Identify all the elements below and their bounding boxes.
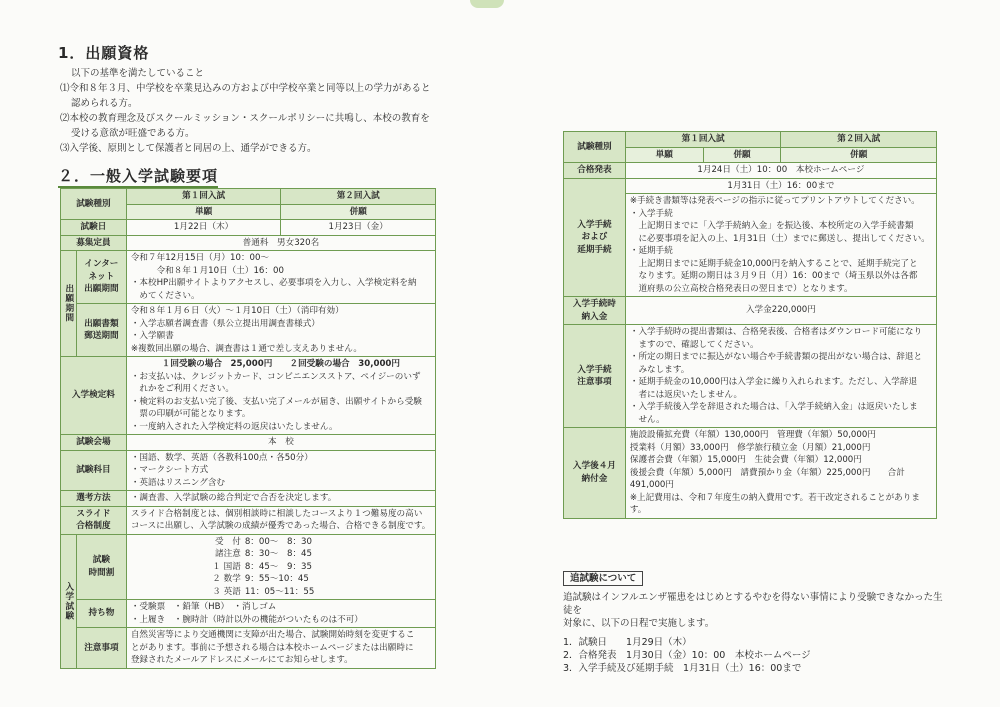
caution-cell [625, 325, 936, 428]
result-label: 合格発表 [564, 163, 626, 179]
procedure-deadline: 1月31日（土）16：00まで [625, 178, 936, 194]
april-fee-label: 入学後４月 納付金 [564, 428, 626, 519]
makeup-list-item: 1．試験日 1月29日（木） [563, 637, 692, 648]
text-line: 道府県の公立高校合格発表日の翌日まで）となります。 [629, 283, 853, 294]
text-line: ・英語はリスニング含む [130, 477, 226, 488]
text-line: 授業料（月額）33,000円 修学旅行積立金（月額）21,000円 [629, 442, 871, 453]
tandoku-header-right: 単願 [625, 147, 703, 163]
top-decoration [470, 0, 504, 8]
text-line: ・上履き ・腕時計（時計以外の機能がついたものは不可） [130, 614, 363, 625]
text-line: ・検定料のお支払い完了後、支払い完了メールが届き、出願サイトから受験 [130, 396, 422, 407]
text-line: ※手続き書類等は発表ページの指示に従ってプリントアウトしてください。 [629, 196, 920, 206]
text-line: ・入学志願者調査書（県公立提出用調査書様式） [130, 318, 320, 329]
fee-label: 入学検定料 [61, 357, 127, 435]
text-line: せん。 [629, 414, 665, 425]
text-line: みなします。 [629, 364, 690, 375]
timetable-name: 受 付 [215, 536, 241, 547]
timetable-row [131, 573, 431, 586]
text-line: 上記期日までに延期手続金10,000円を納入することで、延期手続完了と [629, 258, 918, 269]
text-line [630, 339, 932, 352]
text-line: 者には返戻いたしません。 [629, 389, 743, 400]
text-line: ・お支払いは、クレジットカード、コンビニエンスストア、ペイジーのいず [130, 371, 421, 382]
timetable-row [131, 536, 431, 549]
timetable-label: 試験 時間割 [76, 534, 126, 600]
exam-date-label: 試験日 [61, 220, 127, 236]
round1-header: 第１回入試 [126, 189, 281, 205]
selection-value: ・調査書、入学試験の総合判定で合否を決定します。 [126, 491, 435, 507]
result-value: 1月24日（土）10：00 本校ホームページ [625, 163, 936, 179]
payment-label: 入学手続時 納入金 [564, 297, 626, 325]
text-part: ます [629, 339, 656, 350]
text-line: １回受験の場合 25,000円 ２回受験の場合 30,000円 [161, 359, 400, 369]
application-period-group: 出願期間 [61, 251, 77, 357]
text-line: ・一度納入された入学検定料の返戻はいたしません。 [130, 421, 338, 432]
text-line: に必要事項を記入の上、1月31日（土）までに郵送し、提出してください。 [629, 233, 930, 244]
col-type-label-right: 試験種別 [564, 132, 626, 163]
text-line: ・入学手続時の提出書類は、合格発表後、合格者はダウンロード可能になり [629, 327, 923, 337]
qual-item: 受ける意欲が旺盛である方。 [71, 128, 195, 139]
timetable-row [131, 561, 431, 574]
timetable-name: ３ 英語 [212, 586, 241, 597]
items-label: 持ち物 [76, 600, 126, 628]
text-line: ・延期手続 [629, 246, 673, 256]
timetable-time: 8：30～ 8：45 [244, 549, 312, 559]
internet-period-label: インターネット 出願期間 [76, 251, 126, 304]
text-line: 票の印刷が可能となります。 [130, 409, 251, 419]
text-line: 令和８年１月６日（火）～１月10日（土）（消印有効） [130, 306, 344, 316]
tandoku-header: 単願 [126, 204, 281, 220]
text-line: 登録されたメールアドレスにメールにてお知らせします。 [130, 655, 353, 665]
makeup-desc: 対象に、以下の日程で実施します。 [563, 618, 715, 629]
round1-header-right: 第１回入試 [625, 132, 781, 148]
exam-requirements-table [60, 188, 436, 669]
text-line: ・入学手続 [629, 208, 673, 219]
text-line: ・所定の期日までに振込がない場合や手続書類の提出がない場合は、辞退と [629, 352, 923, 362]
text-line: ※上記費用は、令和７年度生の納入費用です。若干改定されることがあります。 [629, 492, 920, 515]
round2-header: 第２回入試 [281, 189, 436, 205]
capacity-value: 普通科 男女320名 [126, 235, 435, 251]
text-line: ・入学願書 [130, 331, 174, 341]
qual-item: ⑴令和８年３月、中学校を卒業見込みの方および中学校卒業と同等以上の学力があると [60, 83, 431, 94]
text-line: ・受験票 ・鉛筆（HB） ・消しゴム [130, 602, 277, 612]
heigan-header: 併願 [281, 204, 436, 220]
text-line: スライド合格制度とは、個別相談時に相談したコースより１つ難易度の高い [130, 508, 423, 519]
timetable-time: 8：00～ 8：30 [244, 536, 312, 547]
subjects-label: 試験科目 [61, 450, 127, 491]
text-line: 施設設備拡充費（年額）130,000円 管理費（年額）50,000円 [629, 430, 876, 440]
makeup-list-item: 3．入学手続及び延期手続 1月31日（土）16：00まで [563, 663, 802, 674]
section2-heading [58, 165, 218, 186]
text-line: なります。延期の期日は３月９日（月）16：00まで（埼玉県以外は各都 [629, 271, 918, 281]
text-line: コースに出願し、入学試験の成績が優秀であった場合、合格できる制度です。 [130, 521, 431, 531]
text-line: 令和７年12月15日（月）10：00～ [130, 253, 270, 263]
exam-date-2: 1月23日（金） [281, 220, 436, 236]
makeup-desc: 追試験はインフルエンザ罹患をはじめとするやむを得ない事情により受験できなかった生徒を [563, 592, 943, 616]
subjects-cell [126, 450, 435, 491]
procedure-label: 入学手続 および 延期手続 [564, 178, 626, 297]
qual-intro: 以下の基準を満たしていること [71, 68, 205, 79]
notes-cell [126, 628, 435, 669]
timetable-time: 9：55～10：45 [244, 574, 309, 584]
makeup-title: 追試験について [563, 571, 643, 586]
caution-label: 入学手続 注意事項 [564, 325, 626, 428]
qualification-text [60, 66, 445, 156]
makeup-list-item: 2．合格発表 1月30日（金）10：00 本校ホームページ [563, 650, 811, 661]
qual-item: 認められる方。 [71, 98, 138, 109]
makeup-exam-section [563, 571, 943, 675]
slide-label: スライド 合格制度 [61, 506, 127, 534]
round2-header-right: 第２回入試 [781, 132, 937, 148]
selection-label: 選考方法 [61, 491, 127, 507]
timetable-name: 諸注意 [215, 549, 241, 559]
section2-heading-text: ２．一般入学試験要項 [58, 167, 218, 188]
capacity-label: 募集定員 [61, 235, 127, 251]
admission-procedure-table [563, 131, 937, 519]
text-line: ・入学手続後入学を辞退された場合は、「入学手続納入金」は返戻いたしま [629, 402, 918, 412]
text-line: ・延期手続金の10,000円は入学金に繰り入れられます。ただし、入学辞退 [629, 377, 918, 387]
mail-period-cell [126, 304, 435, 357]
slide-cell [126, 506, 435, 534]
timetable-name: ２ 数学 [212, 574, 241, 584]
timetable-row [131, 586, 431, 599]
text-line: とがあります。事前に予想される場合は本校ホームページまたは出願時に [130, 642, 414, 653]
timetable-name: １ 国語 [212, 561, 241, 572]
text-line: 上記期日までに「入学手続納入金」を振込後、本校所定の入学手続書類 [629, 221, 914, 231]
text-line: れかをご利用ください。 [130, 384, 234, 394]
timetable-row [131, 548, 431, 561]
text-line: めてください。 [130, 290, 200, 301]
text-line: 後援会費（年額）5,000円 請費預かり金（年額）225,000円 合計491,000円 [629, 467, 905, 490]
text-line: 自然災害等により交通機関に支障が出た場合、試験開始時刻を変更するこ [130, 630, 415, 640]
text-line: 保護者会費（年額）15,000円 生徒会費（年額）12,000円 [629, 455, 862, 465]
venue-label: 試験会場 [61, 435, 127, 451]
text-line: ・マークシート方式 [130, 465, 209, 475]
fee-cell [126, 357, 435, 435]
text-line: ※複数回出願の場合、調査書は１通で差し支えありません。 [130, 343, 362, 354]
qual-item: ⑵本校の教育理念及びスクールミッション・スクールポリシーに共鳴し、本校の教育を [60, 113, 430, 124]
timetable-time: 8：45～ 9：35 [244, 561, 312, 572]
exam-date-1: 1月22日（木） [126, 220, 281, 236]
notes-label: 注意事項 [76, 628, 126, 669]
section1-heading: 1．出願資格 [58, 44, 150, 62]
entrance-exam-group: 入学試験 [61, 534, 77, 668]
qual-item: ⑶入学後、原則として保護者と同居の上、通学ができる方。 [60, 143, 317, 154]
procedure-cell [625, 194, 936, 297]
text-line: ・本校HP出願サイトよりアクセスし、必要事項を入力し、入学検定料を納 [130, 278, 417, 288]
text-line: ・国語、数学、英語（各教科100点・各50分） [130, 452, 313, 463]
heigan-header-right-2: 併願 [781, 147, 937, 163]
internet-period-cell [126, 251, 435, 304]
timetable-cell [126, 534, 435, 600]
venue-value: 本 校 [126, 435, 435, 451]
mail-period-label: 出願書類 郵送期間 [76, 304, 126, 357]
heigan-header-right: 併願 [703, 147, 781, 163]
text-line: 令和８年１月10日（土）16：00 [130, 265, 284, 276]
col-type-label: 試験種別 [61, 189, 127, 220]
text-part: ので、確認してください。 [655, 339, 759, 350]
timetable-time: 11：05～11：55 [244, 586, 315, 597]
items-cell [126, 600, 435, 628]
payment-value: 入学金220,000円 [625, 297, 936, 325]
april-fee-cell [625, 428, 936, 519]
